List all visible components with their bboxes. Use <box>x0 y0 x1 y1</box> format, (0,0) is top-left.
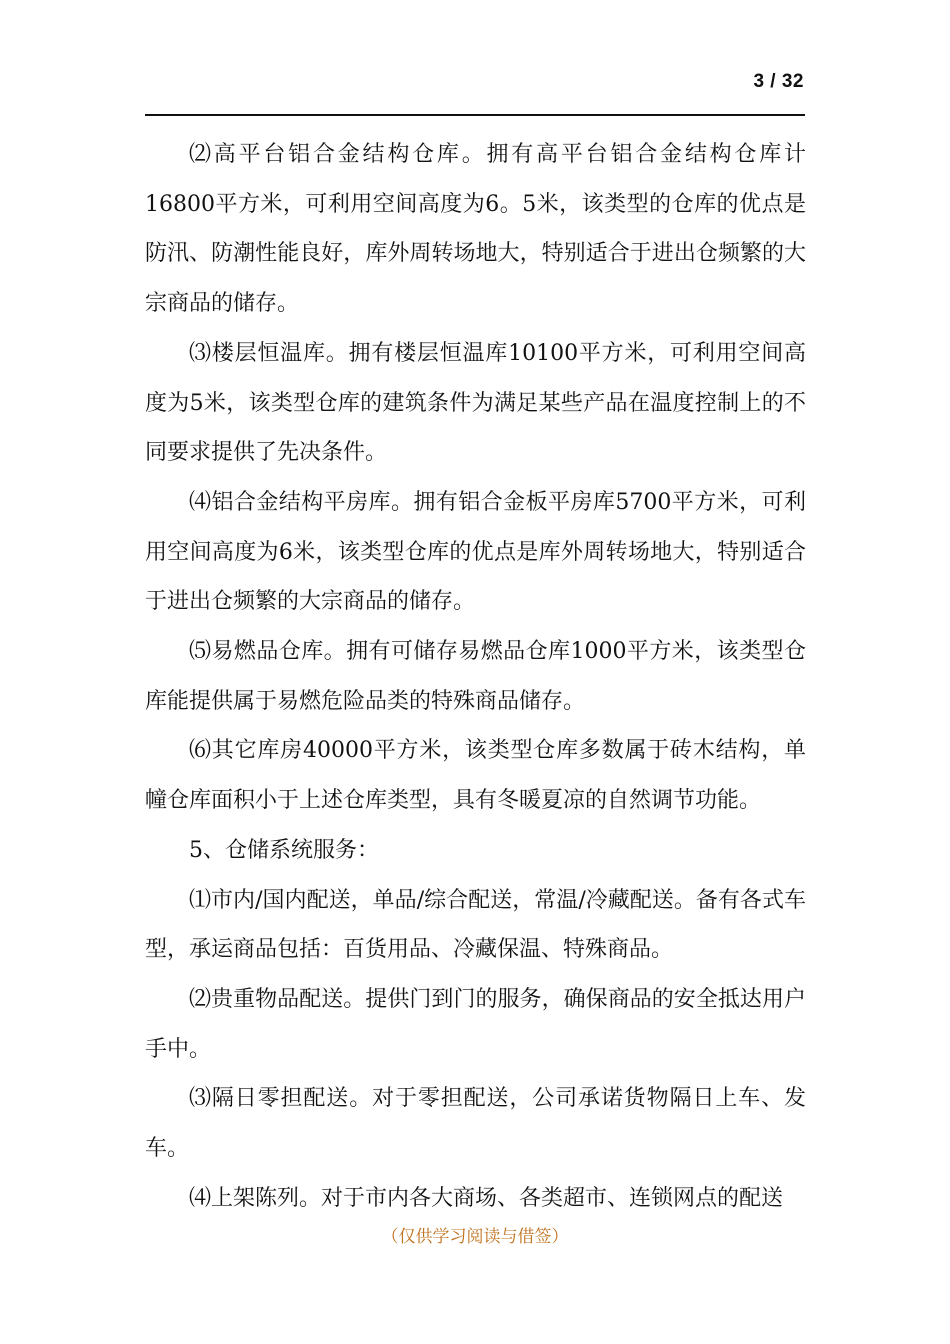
paragraph: ⑶隔日零担配送。对于零担配送，公司承诺货物隔日上车、发车。 <box>145 1086 806 1162</box>
paragraph: ⑷铝合金结构平房库。拥有铝合金板平房库5700平方米，可利用空间高度为6米，该类型仓库的优点是库外周转场地大，特别适合于进出仓频繁的大宗商品的储存。 <box>145 489 806 615</box>
paragraph: ⑵高平台铝合金结构仓库。拥有高平台铝合金结构仓库计16800平方米，可利用空间高度为6。5米，该类型的仓库的优点是防汛、防潮性能良好，库外周转场地大，特别适合于进出仓频繁的大宗商品的储存。 <box>145 142 806 317</box>
section-heading: 5、仓储系统服务： <box>189 837 379 863</box>
paragraph: ⑴市内/国内配送，单品/综合配送，常温/冷藏配送。备有各式车型，承运商品包括：百货用品、冷藏保温、特殊商品。 <box>145 887 806 963</box>
paragraph: ⑸易燃品仓库。拥有可储存易燃品仓库1000平方米，该类型仓库能提供属于易燃危险品类的特殊商品储存。 <box>145 639 806 714</box>
document-body <box>145 130 806 1223</box>
paragraph: ⑷上架陈列。对于市内各大商场、各类超市、连锁网点的配送 <box>189 1185 784 1211</box>
paragraph: ⑹其它库房40000平方米，该类型仓库多数属于砖木结构，单幢仓库面积小于上述仓库类型，具有冬暖夏凉的自然调节功能。 <box>145 738 806 814</box>
paragraph: ⑵贵重物品配送。提供门到门的服务，确保商品的安全抵达用户手中。 <box>145 986 806 1062</box>
footer-note: （仅供学习阅读与借签） <box>381 1227 569 1247</box>
header-rule <box>145 114 805 116</box>
page-number: 3 / 32 <box>753 71 804 92</box>
paragraph: ⑶楼层恒温库。拥有楼层恒温库10100平方米，可利用空间高度为5米，该类型仓库的建筑条件为满足某些产品在温度控制上的不同要求提供了先决条件。 <box>145 340 806 466</box>
